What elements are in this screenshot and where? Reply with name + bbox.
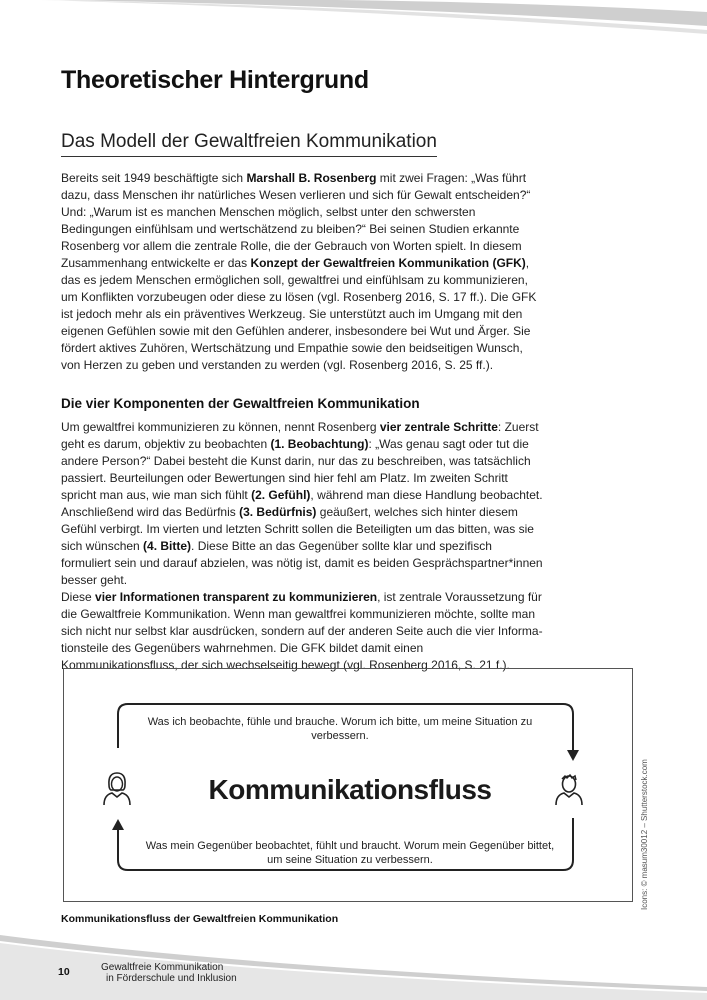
text-segment: , das es jedem Menschen ermöglichen soll, gewaltfrei und einfühlsam zu kommunizieren, um Konflikten vorzubeugen oder diese zu lösen (vgl. Rosenberg 2016, S. 17 ff.). Die GFK ist jedoch mehr als ein präventives Werkzeug. Sie unterstützt auch im Umgang mit den eigenen Gefühlen sowie mit den Gefühlen anderer, insbesondere bei Wut und Ärger. Sie fördert aktives Zuhören, Wertschätzung und Empathie sowie den beidseitigen Wunsch, von Herzen zu geben und verstanden zu werden (vgl. Rosenberg 2016, S. 25 ff.). <box>61 256 537 372</box>
footer-title-line2: in Förderschule und Inklusion <box>106 973 237 984</box>
bold-term: Konzept der Gewaltfreien Kommunikation (GFK) <box>250 256 526 270</box>
bottom-flow-text: Was mein Gegenüber beobachtet, fühlt und braucht. Worum mein Gegenüber bittet, um seine Situation zu verbessern. <box>145 840 555 866</box>
text-segment: : „Was genau sagt oder tut die andere Person?“ Dabei besteht die Kunst darin, nur das zu beschreiben, was tatsächlich passiert. Beurteilungen oder Bewertungen sind hier fehl am Platz. Im zweiten Schritt spricht man aus, wie man sich fühlt <box>61 437 531 502</box>
bold-term: (1. Beobachtung) <box>270 437 369 451</box>
image-credit: Icons: © masum30012 – Shutterstock.com <box>640 759 649 910</box>
text-segment: mit zwei Fragen: „Was führt dazu, dass Menschen ihr natürliches Wesen verlieren und sich für Gewalt entscheiden?“ Und: „Warum ist es manchen Menschen möglich, selbst unter den schwersten Bedingungen einfühlsam und wertschätzend zu bleiben?“ Bei seinen Studien erkannte Rosenberg vor allem die zentrale Rolle, die der Gebrauch von Worten spielt. In diesem Zusammenhang entwickelte er das <box>61 171 531 270</box>
top-arrowhead <box>567 750 579 761</box>
footer-book-title <box>101 962 237 984</box>
bold-term: (3. Bedürfnis) <box>239 505 317 519</box>
woman-icon <box>102 770 132 806</box>
text-segment: : Zuerst geht es darum, objektiv zu beobachten <box>61 420 539 451</box>
bold-term: vier Informationen transparent zu kommunizieren <box>95 590 378 604</box>
text-segment: , ist zentrale Voraussetzung für die Gewaltfreie Kommunikation. Wenn man gewaltfrei kommunizieren möchte, sollte man sich nicht nur selbst klar ausdrücken, sondern auf der anderen Seite auch die vier Informationsteile des Gegenübers wahrnehmen. Die GFK bildet damit einen Kommunikationsfluss, der sich wechselseitig bewegt (vgl. Rosenberg 2016, S. 21 f.). <box>61 590 543 672</box>
text-segment: Um gewaltfrei kommunizieren zu können, nennt Rosenberg <box>61 420 380 434</box>
intro-paragraph <box>61 170 543 374</box>
page-title: Theoretischer Hintergrund <box>61 66 369 94</box>
man-icon <box>554 770 584 806</box>
text-segment: Bereits seit 1949 beschäftigte sich <box>61 171 247 185</box>
top-decorative-swoosh <box>0 0 707 40</box>
text-segment: , während man diese Handlung beobachtet. Anschließend wird das Bedürfnis <box>61 488 543 519</box>
text-segment: Diese <box>61 590 96 604</box>
diagram-title: Kommunikationsfluss <box>208 774 492 805</box>
page-number: 10 <box>58 966 70 978</box>
bold-term: (2. Gefühl) <box>251 488 311 502</box>
bold-term: vier zentrale Schritte <box>379 420 498 434</box>
bold-term: (4. Bitte) <box>143 539 192 553</box>
figure-caption: Kommunikationsfluss der Gewaltfreien Kommunikation <box>61 913 339 925</box>
bold-term: Marshall B. Rosenberg <box>246 171 377 185</box>
components-paragraph <box>61 419 543 674</box>
section-title: Das Modell der Gewaltfreien Kommunikation <box>61 131 437 157</box>
text-segment: . Diese Bitte an das Gegenüber sollte klar und spezifisch formuliert sein und darauf abzielen, was nötig ist, damit es beiden Gesprächspartner*innen besser geht. <box>61 539 543 587</box>
footer-title-line1: Gewaltfreie Kommunikation <box>101 962 224 973</box>
top-flow-text: Was ich beobachte, fühle und brauche. Worum ich bitte, um meine Situation zu verbessern. <box>147 716 533 742</box>
text-segment: geäußert, welches sich hinter diesem Gefühl verbirgt. Im vierten und letzten Schritt sollen die Beteiligten um das bitten, was sie sich wünschen <box>61 505 534 553</box>
subheading: Die vier Komponenten der Gewaltfreien Kommunikation <box>61 396 420 411</box>
bottom-arrowhead <box>112 819 124 830</box>
